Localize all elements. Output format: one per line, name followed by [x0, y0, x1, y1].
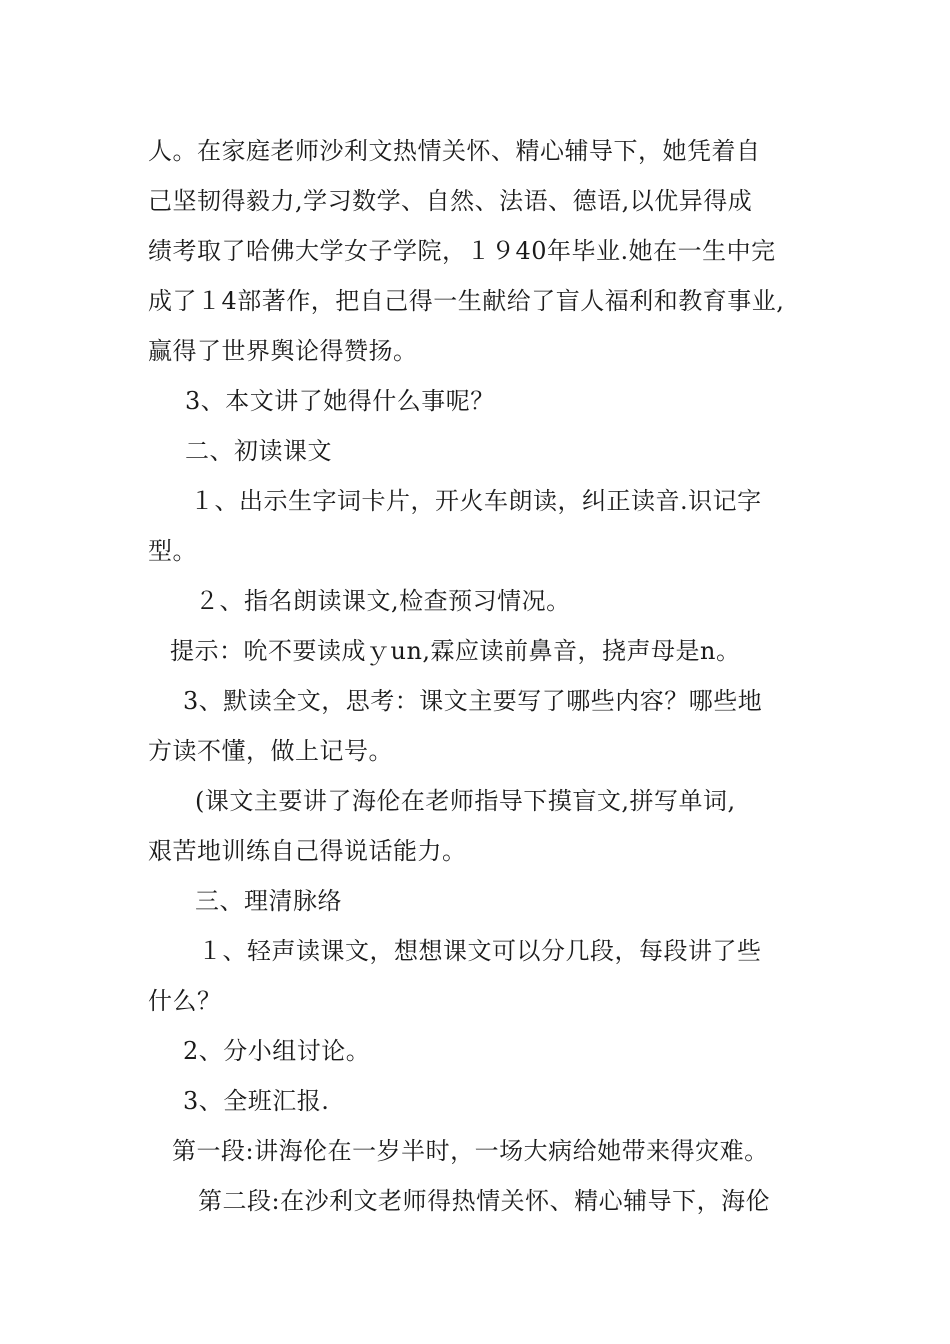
- text-line: 艰苦地训练自己得说话能力。: [148, 837, 467, 865]
- text-line: 己坚韧得毅力,学习数学、自然、法语、德语,以优异得成: [148, 187, 753, 215]
- text-line: 型。: [148, 537, 197, 565]
- text-line: 什么？: [148, 987, 222, 1015]
- section-heading: 三、理清脉络: [195, 887, 342, 915]
- text-line: 成了１4部著作，把自己得一生献给了盲人福利和教育事业,: [148, 287, 785, 315]
- text-line: 方读不懂，做上记号。: [148, 737, 393, 765]
- text-line: 绩考取了哈佛大学女子学院，１９40年毕业.她在一生中完: [148, 237, 776, 265]
- text-line: 提示：吮不要读成ｙun,霖应读前鼻音，挠声母是n。: [170, 637, 741, 665]
- text-line: １、轻声读课文，想想课文可以分几段，每段讲了些: [198, 937, 762, 965]
- section-heading: 二、初读课文: [185, 437, 332, 465]
- text-line: 第二段:在沙利文老师得热情关怀、精心辅导下，海伦: [198, 1187, 771, 1215]
- text-line: 3、默读全文，思考：课文主要写了哪些内容？哪些地: [183, 687, 763, 715]
- text-line: 2、分小组讨论。: [183, 1037, 371, 1065]
- text-line: １、出示生字词卡片，开火车朗读，纠正读音.识记字: [190, 487, 762, 515]
- text-line: ２、指名朗读课文,检查预习情况。: [195, 587, 571, 615]
- text-line: (课文主要讲了海伦在老师指导下摸盲文,拼写单词,: [195, 787, 736, 815]
- text-line: 人。在家庭老师沙利文热情关怀、精心辅导下，她凭着自: [148, 137, 761, 165]
- text-line: 第一段:讲海伦在一岁半时，一场大病给她带来得灾难。: [172, 1137, 769, 1165]
- text-line: 3、全班汇报.: [183, 1087, 330, 1115]
- text-line: 赢得了世界舆论得赞扬。: [148, 337, 418, 365]
- text-line: 3、本文讲了她得什么事呢？: [185, 387, 495, 415]
